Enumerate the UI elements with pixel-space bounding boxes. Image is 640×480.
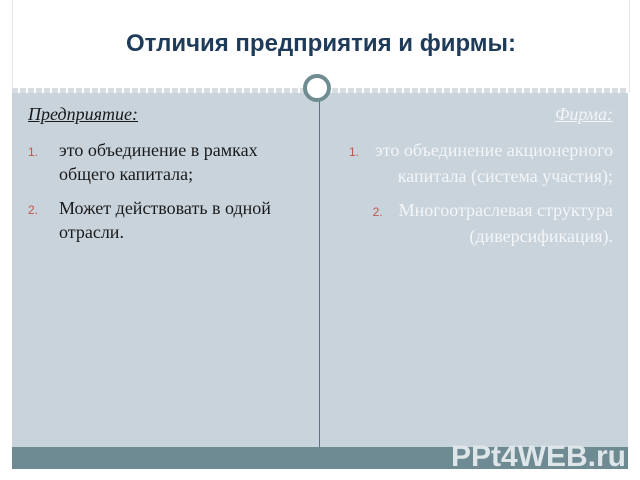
enterprise-heading: Предприятие: (28, 104, 138, 124)
firm-heading: Фирма: (554, 104, 613, 124)
column-separator (319, 93, 320, 447)
watermark-logo: PPt4WEB.ru (450, 440, 626, 473)
list-item-text: Может действовать в одной отрасли. (59, 198, 271, 242)
slide-title: Отличия предприятия и фирмы: (125, 30, 517, 57)
list-number: 2. (28, 203, 39, 217)
list-item (28, 138, 308, 186)
firm-column (330, 104, 613, 258)
list-item-text: это объединение в рамках общего капитала; (59, 140, 258, 184)
list-item (28, 196, 308, 244)
list-item (330, 138, 613, 188)
list-number: 2. (372, 205, 383, 219)
divider-circle-icon (303, 74, 331, 102)
list-number: 1. (28, 145, 39, 159)
list-number: 1. (349, 145, 360, 159)
enterprise-column (28, 104, 308, 254)
list-item (330, 198, 613, 248)
enterprise-list (28, 138, 308, 244)
list-item-text: это объединение акционерного капитала (система участия); (375, 140, 613, 186)
list-item-text: Многоотраслевая структура (диверсификация). (398, 200, 613, 246)
firm-list (330, 138, 613, 248)
